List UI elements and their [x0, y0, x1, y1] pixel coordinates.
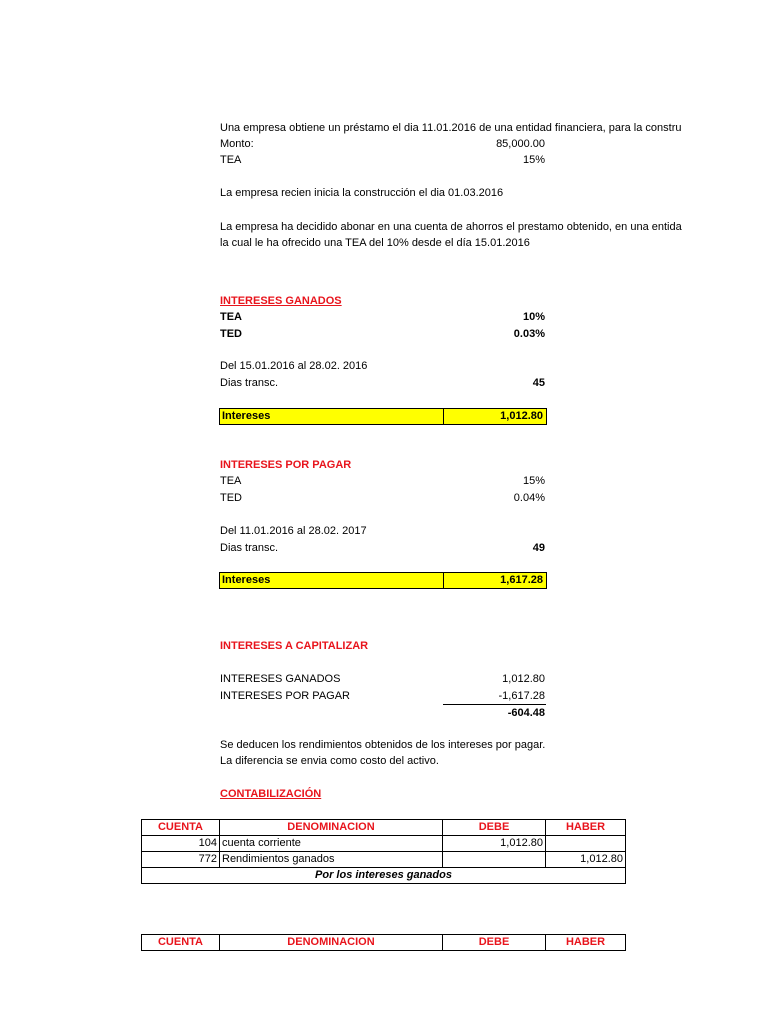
ig-period: Del 15.01.2016 al 28.02. 2016 — [220, 360, 368, 372]
iac-row1-value: 1,012.80 — [502, 673, 545, 685]
header-debe: DEBE — [443, 820, 546, 836]
header-cuenta: CUENTA — [142, 935, 220, 951]
savings-line-1: La empresa ha decidido abonar en una cuenta de ahorros el prestamo obtenido, en una entida — [220, 221, 682, 233]
table-row — [142, 836, 626, 852]
table-row — [142, 852, 626, 868]
monto-value: 85,000.00 — [496, 138, 545, 150]
header-debe: DEBE — [443, 935, 546, 951]
header-denominacion: DENOMINACION — [220, 820, 443, 836]
intro-line: Una empresa obtiene un préstamo el dia 11.01.2016 de una entidad financiera, para la constru — [220, 122, 682, 134]
ig-ted-label: TED — [220, 328, 242, 340]
ig-total-box — [219, 408, 547, 425]
tea-label: TEA — [220, 154, 242, 166]
ipp-dias-value: 49 — [532, 542, 545, 554]
section-title-intereses-por-pagar: INTERESES POR PAGAR — [220, 459, 352, 471]
journal-entry-table-2 — [141, 934, 626, 951]
cell-debe — [443, 852, 546, 868]
iac-row2-value: -1,617.28 — [498, 690, 545, 702]
table-header-row — [142, 820, 626, 836]
header-cuenta: CUENTA — [142, 820, 220, 836]
header-haber: HABER — [546, 935, 626, 951]
cell-haber — [546, 836, 626, 852]
ipp-tea-value: 15% — [522, 475, 545, 487]
cell-haber: 1,012.80 — [546, 852, 626, 868]
savings-line-2: la cual le ha ofrecido una TEA del 10% desde el día 15.01.2016 — [220, 237, 530, 249]
cell-debe: 1,012.80 — [443, 836, 546, 852]
ipp-dias-label: Dias transc. — [220, 542, 279, 554]
ipp-total-label: Intereses — [222, 574, 271, 586]
ipp-total-value: 1,617.28 — [500, 574, 543, 586]
table-header-row — [142, 935, 626, 951]
iac-row2-label: INTERESES POR PAGAR — [220, 690, 350, 702]
ig-tea-label: TEA — [220, 311, 242, 323]
cell-denominacion: Rendimientos ganados — [220, 852, 443, 868]
section-title-contabilizacion: CONTABILIZACIÓN — [220, 788, 322, 800]
iac-total-value: -604.48 — [507, 707, 545, 719]
journal-entry-table — [141, 819, 626, 884]
header-haber: HABER — [546, 820, 626, 836]
ipp-ted-value: 0.04% — [513, 492, 545, 504]
monto-label: Monto: — [220, 138, 254, 150]
header-denominacion: DENOMINACION — [220, 935, 443, 951]
sum-underline — [443, 704, 546, 705]
cell-denominacion: cuenta corriente — [220, 836, 443, 852]
iac-note-2: La diferencia se envia como costo del activo. — [220, 755, 439, 767]
section-title-intereses-a-capitalizar: INTERESES A CAPITALIZAR — [220, 640, 369, 652]
ig-dias-value: 45 — [532, 377, 545, 389]
section-title-intereses-ganados: INTERESES GANADOS — [220, 295, 342, 307]
cell-cuenta: 772 — [142, 852, 220, 868]
ig-total-value: 1,012.80 — [500, 410, 543, 422]
ig-ted-value: 0.03% — [513, 328, 545, 340]
iac-note-1: Se deducen los rendimientos obtenidos de los intereses por pagar. — [220, 739, 546, 751]
cell-cuenta: 104 — [142, 836, 220, 852]
iac-row1-label: INTERESES GANADOS — [220, 673, 341, 685]
ig-dias-label: Dias transc. — [220, 377, 279, 389]
tea-value: 15% — [522, 154, 545, 166]
ipp-total-box — [219, 572, 547, 589]
gloss-row — [142, 868, 626, 884]
construction-line: La empresa recien inicia la construcción el dia 01.03.2016 — [220, 187, 504, 199]
ipp-ted-label: TED — [220, 492, 242, 504]
ig-total-label: Intereses — [222, 410, 271, 422]
ig-tea-value: 10% — [522, 311, 545, 323]
gloss-text: Por los intereses ganados — [142, 868, 626, 884]
ipp-period: Del 11.01.2016 al 28.02. 2017 — [220, 525, 367, 537]
ipp-tea-label: TEA — [220, 475, 242, 487]
